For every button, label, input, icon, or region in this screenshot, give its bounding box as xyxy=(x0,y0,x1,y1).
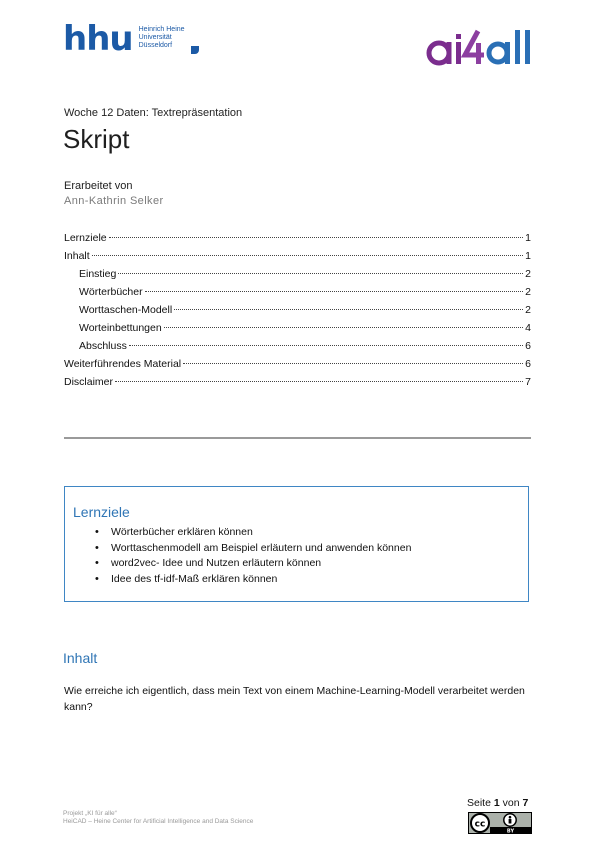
hhu-logo-subtitle xyxy=(139,26,185,50)
list-item: • Idee des tf-idf-Maß erklären können xyxy=(95,572,411,588)
toc-entry-weiterfuehrendes-material[interactable] xyxy=(64,358,531,376)
toc-label: Disclaimer xyxy=(64,376,114,388)
footer-project xyxy=(63,810,253,826)
page-total: 7 xyxy=(522,797,529,809)
content-heading: Inhalt xyxy=(63,650,98,666)
author-name: Ann-Kathrin Selker xyxy=(64,195,164,207)
page-current: 1 xyxy=(493,797,500,809)
toc-page: 1 xyxy=(525,232,531,244)
toc-entry-einstieg[interactable] xyxy=(64,268,531,286)
intro-question: Wie erreiche ich eigentlich, dass mein Text von einem Machine-Learning-Modell verarbeitet werden kann? xyxy=(64,685,525,713)
footer-project-line: Projekt „KI für alle“ xyxy=(63,810,117,817)
hhu-sub-line: Düsseldorf xyxy=(138,42,173,49)
toc-page: 2 xyxy=(525,304,531,316)
toc-label: Lernziele xyxy=(64,232,107,244)
footer-project-line: HeiCAD – Heine Center for Artificial Intelligence and Data Science xyxy=(63,818,254,825)
toc-entry-worttaschen-modell[interactable] xyxy=(64,304,531,322)
toc-entry-abschluss[interactable] xyxy=(64,340,531,358)
toc-entry-disclaimer[interactable] xyxy=(64,376,531,394)
toc-leader xyxy=(118,273,523,274)
hhu-logo xyxy=(63,19,185,59)
list-item: • Worttaschenmodell am Beispiel erläutern und anwenden können xyxy=(95,541,411,557)
toc-leader xyxy=(109,237,524,238)
cc-by-license-icon xyxy=(468,812,532,834)
learning-goals-heading: Lernziele xyxy=(73,504,130,520)
toc-page: 1 xyxy=(525,250,531,262)
toc-page: 2 xyxy=(525,268,531,280)
list-item: • Wörterbücher erklären können xyxy=(95,525,411,541)
toc-page: 6 xyxy=(525,358,531,370)
author-label: Erarbeitet von xyxy=(64,180,133,192)
toc-leader xyxy=(145,291,524,292)
toc-label: Inhalt xyxy=(64,250,90,262)
page-title: Skript xyxy=(63,124,130,154)
toc-label: Worteinbettungen xyxy=(79,322,162,334)
toc-entry-worteinbettungen[interactable] xyxy=(64,322,531,340)
hhu-sub-line: Universität xyxy=(138,34,172,41)
toc-page: 6 xyxy=(525,340,531,352)
toc-entry-inhalt[interactable] xyxy=(64,250,531,268)
hhu-logo-mark: hhu xyxy=(63,19,133,59)
toc-label: Worttaschen-Modell xyxy=(79,304,173,316)
toc-leader xyxy=(183,363,523,364)
toc-page: 2 xyxy=(525,286,531,298)
toc-entry-woerterbuecher[interactable] xyxy=(64,286,531,304)
toc-leader xyxy=(174,309,523,310)
toc-leader xyxy=(92,255,523,256)
toc-label: Abschluss xyxy=(79,340,127,352)
week-subtitle: Woche 12 Daten: Textrepräsentation xyxy=(64,107,243,119)
page-sep: von xyxy=(502,797,520,809)
toc-leader xyxy=(129,345,523,346)
ai4all-logo xyxy=(426,26,538,70)
svg-text:cc: cc xyxy=(474,819,486,830)
hhu-sub-line: Heinrich Heine xyxy=(138,26,185,33)
learning-goals-box xyxy=(64,486,529,602)
toc-label: Einstieg xyxy=(79,268,117,280)
page-prefix: Seite xyxy=(467,797,491,809)
page-number xyxy=(467,797,528,809)
toc-label: Wörterbücher xyxy=(79,286,143,298)
toc-page: 7 xyxy=(525,376,531,388)
list-item: • word2vec- Idee und Nutzen erläutern können xyxy=(95,556,411,572)
learning-goals-list xyxy=(95,525,411,587)
toc-leader xyxy=(164,327,523,328)
table-of-contents xyxy=(64,232,531,394)
section-divider xyxy=(64,437,531,439)
toc-entry-lernziele[interactable] xyxy=(64,232,531,250)
toc-leader xyxy=(115,381,523,382)
toc-page: 4 xyxy=(525,322,531,334)
toc-label: Weiterführendes Material xyxy=(64,358,182,370)
hhu-logo-dot xyxy=(191,46,199,54)
license-badge-text: BY xyxy=(506,828,515,834)
